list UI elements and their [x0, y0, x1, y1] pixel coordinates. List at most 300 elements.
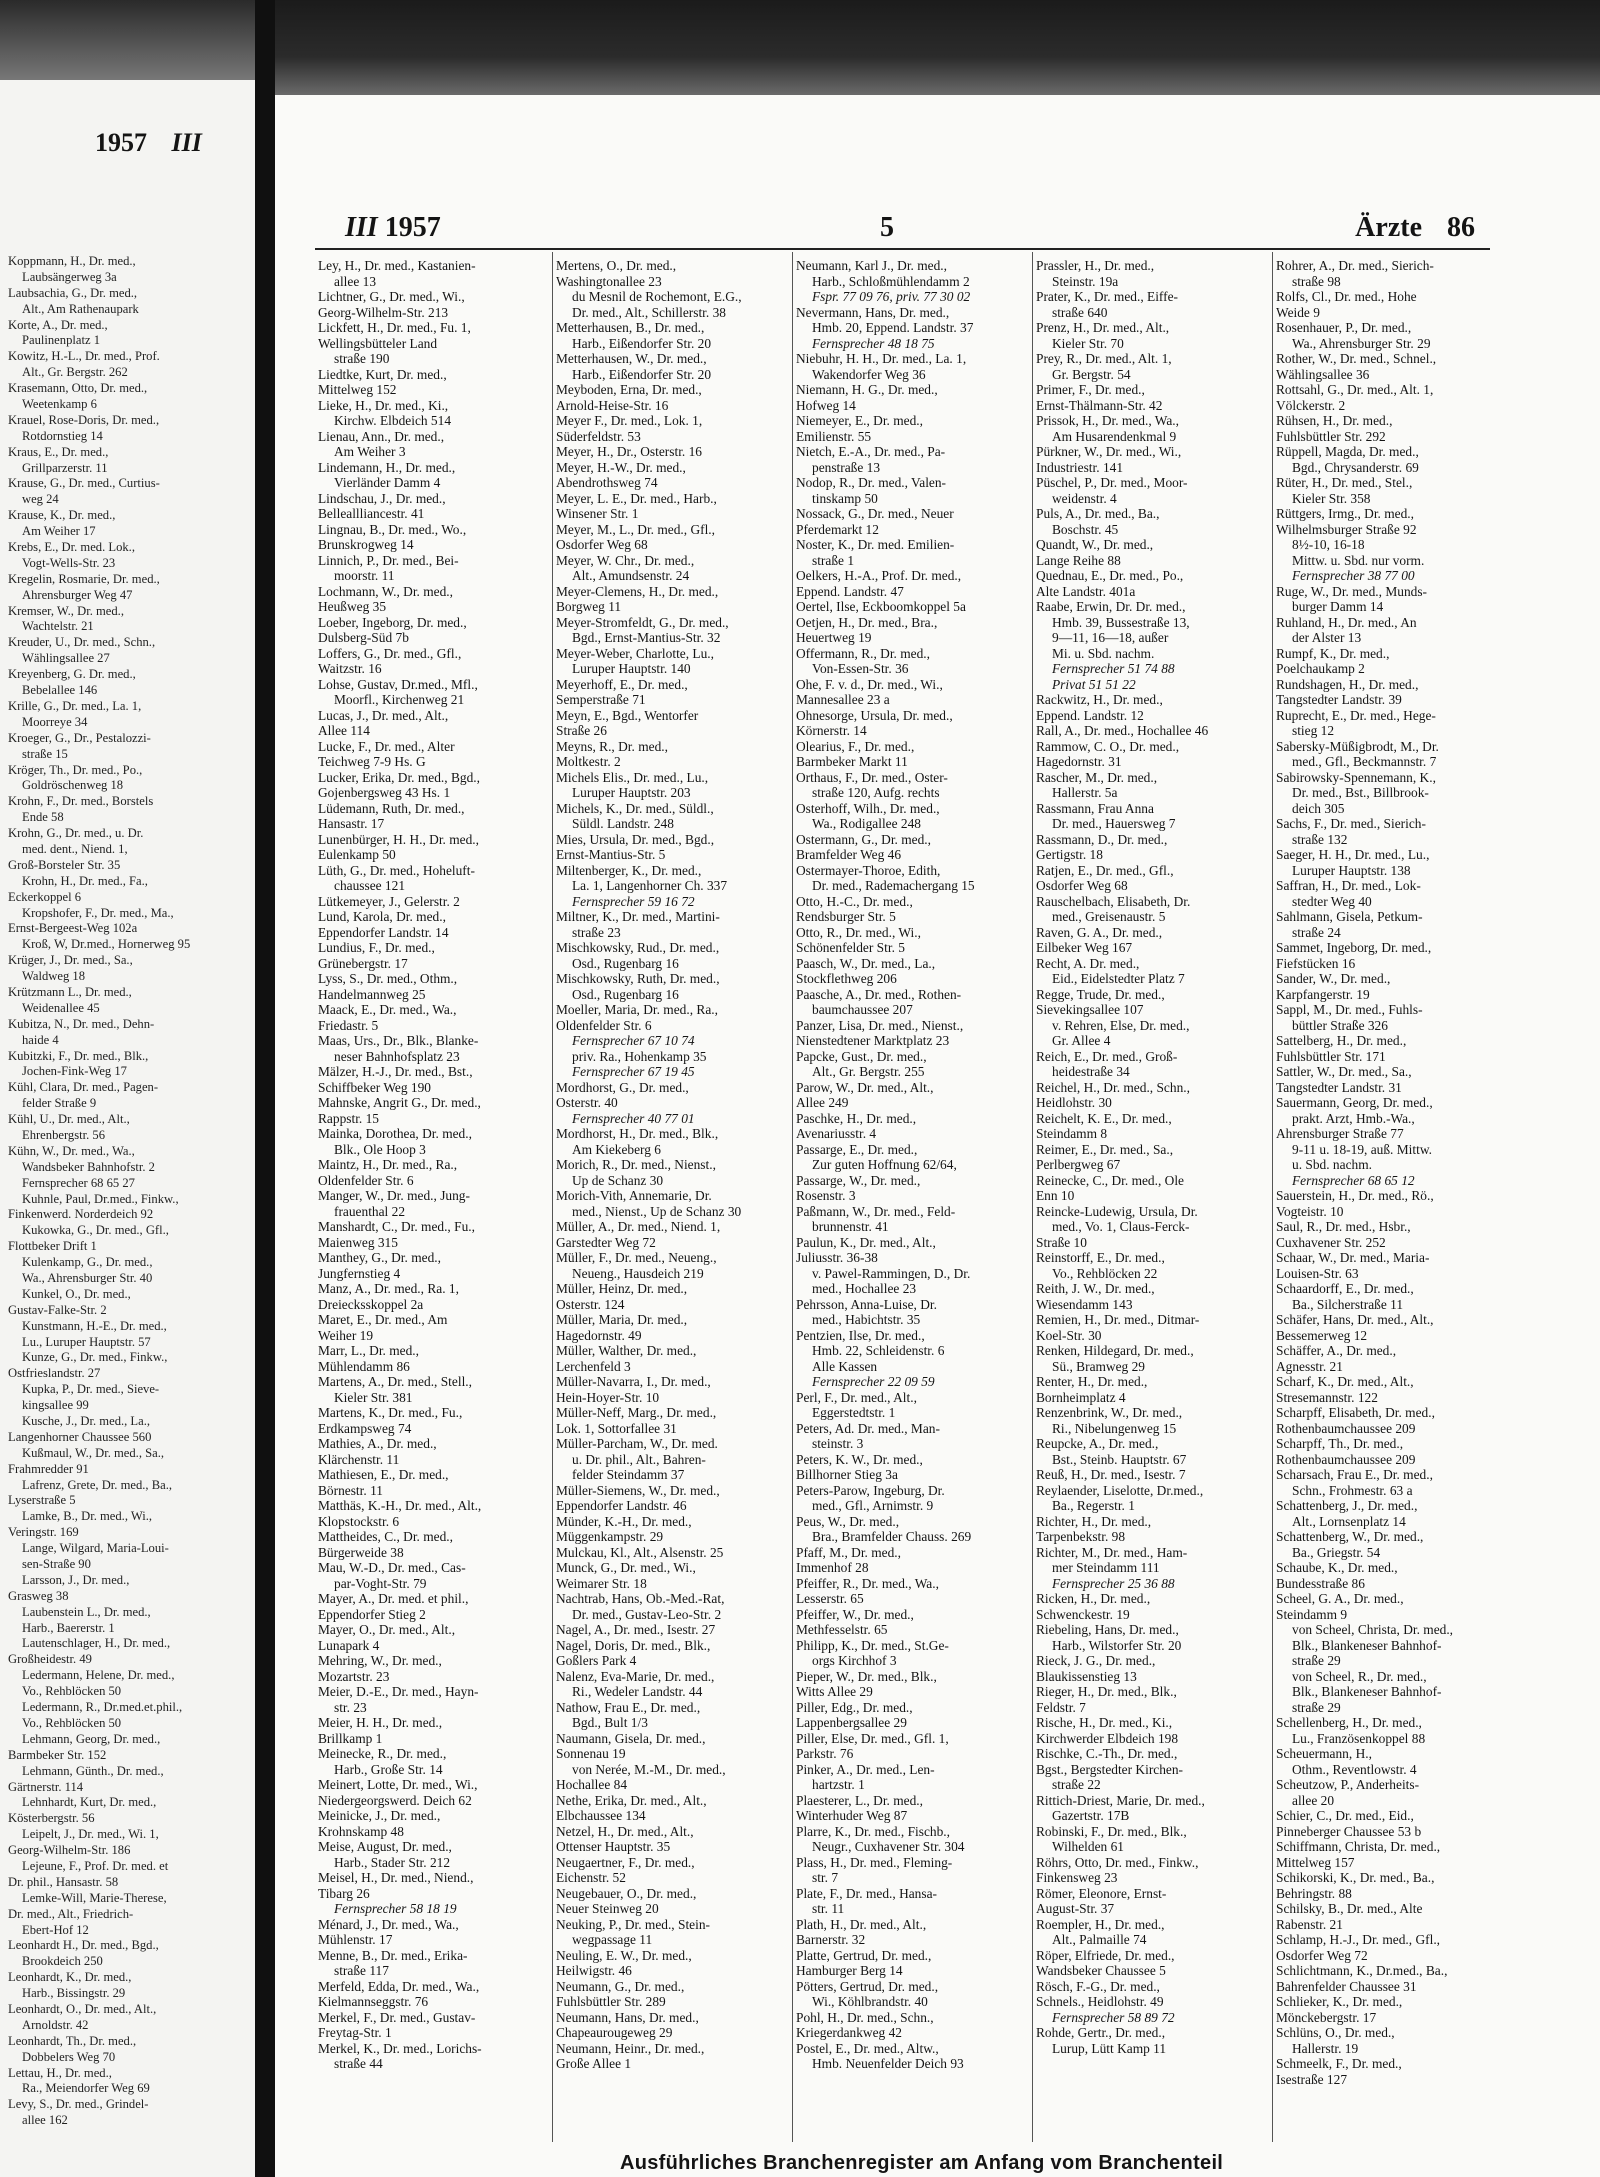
directory-line: Kriegerdankweg 42: [796, 2025, 902, 2040]
right-header-volume: III: [345, 212, 378, 243]
directory-line: Eggerstedtstr. 1: [812, 1405, 896, 1420]
directory-line: Tibarg 26: [318, 1885, 370, 1901]
directory-line: Dr. med., Hauersweg 7: [1052, 816, 1176, 831]
directory-line: Piller, Edg., Dr. med.,: [796, 1699, 913, 1715]
directory-line: Robinski, F., Dr. med., Blk.,: [1036, 1823, 1187, 1839]
directory-line: burger Damm 14: [1292, 599, 1384, 614]
directory-line: Krützmann L., Dr. med.,: [8, 984, 132, 999]
directory-line: Dr. phil., Hansastr. 58: [8, 1874, 119, 1889]
directory-line: Oertel, Ilse, Eckboomkoppel 5a: [796, 599, 966, 614]
directory-line: Pentzien, Ilse, Dr. med.,: [796, 1327, 925, 1343]
directory-line: Perl, F., Dr. med., Alt.,: [796, 1389, 917, 1405]
section-number: 86: [1447, 212, 1475, 243]
directory-line: Netzel, H., Dr. med., Alt.,: [556, 1823, 694, 1839]
directory-line: Großheidestr. 49: [8, 1652, 92, 1667]
directory-line: Niemeyer, E., Dr. med.,: [796, 413, 924, 428]
directory-line: chaussee 121: [334, 878, 406, 893]
directory-line: Mälzer, H.-J., Dr. med., Bst.,: [318, 1064, 473, 1079]
directory-line: Winterhuder Weg 87: [796, 1808, 908, 1823]
directory-line: Mozartstr. 23: [318, 1668, 390, 1684]
directory-line: Müller, F., Dr. med., Neueng.,: [556, 1250, 717, 1265]
column-divider: [552, 252, 553, 2142]
directory-line: Freytag-Str. 1: [318, 2025, 392, 2040]
directory-line: Pohl, H., Dr. med., Schn.,: [796, 2009, 934, 2025]
directory-line: Passarge, W., Dr. med.,: [796, 1172, 921, 1188]
directory-line: Pürkner, W., Dr. med., Wi.,: [1036, 444, 1182, 459]
directory-line: Sattelberg, H., Dr. med.,: [1276, 1033, 1407, 1048]
directory-line: Lickfett, H., Dr. med., Fu. 1,: [318, 320, 471, 335]
directory-line: Fernsprecher 59 16 72: [572, 893, 695, 909]
directory-line: Erdkampsweg 74: [318, 1420, 412, 1436]
directory-line: Körnerstr. 14: [796, 723, 867, 738]
directory-line: Scheel, G. A., Dr. med.,: [1276, 1591, 1404, 1606]
directory-line: Mühlenstr. 17: [318, 1932, 393, 1947]
directory-line: Finkenwerd. Norderdeich 92: [8, 1207, 154, 1222]
directory-line: Schiffmann, Christa, Dr. med.,: [1276, 1839, 1441, 1854]
scan-background-top: [255, 0, 1600, 95]
directory-line: Ba., Griegstr. 54: [1292, 1544, 1381, 1560]
directory-line: Manthey, G., Dr. med.,: [318, 1250, 441, 1265]
directory-line: Meyer, M., L., Dr. med., Gfl.,: [556, 521, 716, 537]
directory-line: Ri., Nibelungenweg 15: [1052, 1420, 1177, 1436]
directory-line: Paßmann, W., Dr. med., Feld-: [796, 1203, 956, 1219]
directory-line: Röhrs, Otto, Dr. med., Finkw.,: [1036, 1854, 1199, 1870]
directory-line: Fernsprecher 67 19 45: [572, 1064, 695, 1079]
directory-line: Korte, A., Dr. med.,: [8, 317, 108, 332]
directory-line: Rüter, H., Dr. med., Stel.,: [1276, 475, 1413, 490]
directory-line: Wa., Ahrensburger Str. 29: [1292, 335, 1431, 351]
directory-line: Waitzstr. 16: [318, 661, 382, 676]
directory-line: Barmbeker Markt 11: [796, 754, 908, 769]
directory-line: Hmb. Neuenfelder Deich 93: [812, 2056, 964, 2071]
directory-line: Laubenstein L., Dr. med.,: [22, 1604, 151, 1619]
directory-line: baumchaussee 207: [812, 1002, 913, 1017]
directory-line: Ohe, F. v. d., Dr. med., Wi.,: [796, 676, 943, 692]
directory-line: Renter, H., Dr. med.,: [1036, 1374, 1148, 1389]
directory-line: Roempler, H., Dr. med.,: [1036, 1916, 1165, 1932]
directory-line: Maret, E., Dr. med., Am: [318, 1312, 448, 1327]
directory-line: Krasemann, Otto, Dr. med.,: [8, 381, 148, 396]
directory-line: Recht, A. Dr. med.,: [1036, 955, 1140, 971]
directory-line: Alt., Palmaille 74: [1052, 1932, 1147, 1947]
directory-line: Hamburger Berg 14: [796, 1963, 903, 1978]
directory-line: Goldröschenweg 18: [22, 778, 124, 793]
directory-line: Ménard, J., Dr. med., Wa.,: [318, 1916, 459, 1932]
directory-line: Kröger, Th., Dr. med., Po.,: [8, 762, 143, 777]
directory-line: Schilsky, B., Dr. med., Alte: [1276, 1901, 1423, 1916]
directory-line: penstraße 13: [812, 459, 881, 475]
directory-line: Wachtelstr. 21: [22, 619, 94, 634]
directory-line: Schlamp, H.-J., Dr. med., Gfl.,: [1276, 1932, 1441, 1947]
directory-line: Müggenkampstr. 29: [556, 1529, 664, 1544]
directory-line: Prater, K., Dr. med., Eiffe-: [1036, 289, 1179, 304]
directory-line: Römer, Eleonore, Ernst-: [1036, 1885, 1167, 1901]
directory-line: Groß-Borsteler Str. 35: [8, 857, 121, 872]
directory-line: Rittich-Driest, Marie, Dr. med.,: [1036, 1792, 1205, 1808]
directory-line: Kulenkamp, G., Dr. med.,: [22, 1255, 153, 1270]
directory-line: Tangstedter Landstr. 39: [1276, 692, 1402, 707]
directory-line: Osdorfer Weg 68: [556, 537, 648, 552]
directory-line: Ruhland, H., Dr. med., An: [1276, 614, 1417, 630]
directory-line: Lesserstr. 65: [796, 1591, 864, 1606]
directory-line: Hochallee 84: [556, 1777, 628, 1792]
directory-line: straße 117: [334, 1963, 389, 1978]
directory-line: Poelchaukamp 2: [1276, 661, 1365, 676]
directory-line: Karpfangerstr. 19: [1276, 986, 1370, 1002]
directory-line: Oetjen, H., Dr. med., Bra.,: [796, 614, 938, 630]
directory-line: Lindschau, J., Dr. med.,: [318, 490, 446, 506]
directory-line: Wiesendamm 143: [1036, 1296, 1133, 1312]
directory-line: Alt., Am Rathenaupark: [22, 301, 139, 316]
directory-line: Kühl, U., Dr. med., Alt.,: [8, 1112, 130, 1127]
directory-line: Schaube, K., Dr. med.,: [1276, 1560, 1398, 1575]
directory-line: Nathow, Frau E., Dr. med.,: [556, 1699, 701, 1715]
directory-line: Weiher 19: [318, 1327, 374, 1343]
directory-line: weg 24: [22, 492, 59, 507]
directory-line: Fernsprecher 25 36 88: [1052, 1575, 1175, 1591]
left-header-volume: III: [171, 128, 202, 157]
directory-line: Scharsach, Frau E., Dr. med.,: [1276, 1467, 1433, 1482]
directory-line: Peters, K. W., Dr. med.,: [796, 1451, 923, 1467]
directory-line: Mühlendamm 86: [318, 1358, 410, 1374]
directory-line: Gertigstr. 18: [1036, 847, 1103, 862]
directory-line: med., Gfl., Arnimstr. 9: [812, 1498, 934, 1513]
directory-line: Rothenbaumchaussee 209: [1276, 1420, 1416, 1436]
directory-line: Privat 51 51 22: [1052, 676, 1136, 692]
directory-line: Kieler Str. 70: [1052, 335, 1124, 351]
directory-line: Stresemannstr. 122: [1276, 1389, 1378, 1405]
directory-line: Manger, W., Dr. med., Jung-: [318, 1188, 470, 1203]
directory-line: Niedergeorgswerd. Deich 62: [318, 1792, 472, 1808]
directory-line: Scheutzow, P., Anderheits-: [1276, 1777, 1420, 1792]
directory-line: Fernsprecher 22 09 59: [812, 1374, 935, 1389]
directory-line: Lingnau, B., Dr. med., Wo.,: [318, 521, 467, 537]
directory-line: Meier, H. H., Dr. med.,: [318, 1715, 443, 1730]
directory-line: Meyer-Stromfeldt, G., Dr. med.,: [556, 614, 729, 630]
directory-line: Rassmann, Frau Anna: [1036, 800, 1154, 816]
directory-line: Immenhof 28: [796, 1560, 869, 1575]
directory-line: Bgd., Ernst-Mantius-Str. 32: [572, 630, 721, 645]
directory-line: Heilwigstr. 46: [556, 1963, 632, 1978]
directory-line: Perlbergweg 67: [1036, 1157, 1121, 1172]
directory-line: Eckerkoppel 6: [8, 889, 82, 904]
directory-line: Plaesterer, L., Dr. med.,: [796, 1792, 924, 1808]
directory-line: Oelkers, H.-A., Prof. Dr. med.,: [796, 568, 962, 583]
directory-line: Mi. u. Sbd. nachm.: [1052, 645, 1155, 661]
directory-line: Krohn, G., Dr. med., u. Dr.: [8, 826, 144, 841]
directory-line: Ostermann, G., Dr. med.,: [796, 831, 931, 847]
directory-line: Klärchenstr. 11: [318, 1451, 400, 1467]
directory-line: Rabenstr. 21: [1276, 1916, 1343, 1932]
directory-line: Fernsprecher 38 77 00: [1292, 568, 1415, 583]
directory-line: Kußmaul, W., Dr. med., Sa.,: [22, 1445, 165, 1460]
directory-line: Maas, Urs., Dr., Blk., Blanke-: [318, 1033, 479, 1048]
directory-line: Hmb. 22, Schleidenstr. 6: [812, 1343, 945, 1358]
directory-line: Meyn, E., Bgd., Wentorfer: [556, 707, 699, 723]
directory-line: Schier, C., Dr. med., Eid.,: [1276, 1808, 1414, 1823]
directory-line: Ruge, W., Dr. med., Munds-: [1276, 583, 1428, 599]
directory-line: Krause, K., Dr. med.,: [8, 508, 116, 523]
directory-line: Süldl. Landstr. 248: [572, 816, 674, 831]
directory-line: Neugr., Cuxhavener Str. 304: [812, 1839, 965, 1854]
directory-line: Liedtke, Kurt, Dr. med.,: [318, 366, 447, 382]
directory-line: Weidenallee 45: [22, 1000, 100, 1015]
directory-line: Peters-Parow, Ingeburg, Dr.: [796, 1482, 945, 1498]
directory-line: deich 305: [1292, 800, 1345, 816]
directory-line: Arnold-Heise-Str. 16: [556, 397, 669, 413]
directory-line: Müller-Neff, Marg., Dr. med.,: [556, 1405, 717, 1420]
directory-line: Vogteistr. 10: [1276, 1203, 1344, 1219]
directory-line: Neueng., Hausdeich 219: [572, 1265, 704, 1281]
directory-line: Mau, W.-D., Dr. med., Cas-: [318, 1560, 466, 1575]
directory-line: Mathiesen, E., Dr. med.,: [318, 1467, 449, 1482]
directory-line: Lange, Wilgard, Maria-Loui-: [22, 1541, 169, 1556]
directory-line: Otto, R., Dr. med., Wi.,: [796, 924, 921, 940]
directory-line: med., Gfl., Beckmannstr. 7: [1292, 754, 1437, 769]
directory-line: Enn 10: [1036, 1188, 1075, 1203]
directory-line: Manshardt, C., Dr. med., Fu.,: [318, 1219, 475, 1234]
directory-line: Reimer, E., Dr. med., Sa.,: [1036, 1141, 1174, 1157]
directory-line: Neumann, G., Dr. med.,: [556, 1978, 685, 1994]
directory-line: Weide 9: [1276, 304, 1320, 320]
directory-line: Lehmann, Günth., Dr. med.,: [22, 1763, 164, 1778]
directory-line: Schlüns, O., Dr. med.,: [1276, 2025, 1395, 2040]
directory-line: Abendrothsweg 74: [556, 475, 658, 490]
directory-line: Reincke-Ludewig, Ursula, Dr.: [1036, 1203, 1198, 1219]
directory-line: Garstedter Weg 72: [556, 1234, 656, 1250]
directory-line: Lundius, F., Dr. med.,: [318, 940, 435, 955]
directory-line: Ledermann, R., Dr.med.et.phil.,: [22, 1700, 183, 1715]
directory-line: Raabe, Erwin, Dr. Dr. med.,: [1036, 599, 1186, 614]
directory-line: Flottbeker Drift 1: [8, 1239, 97, 1254]
directory-line: Dr. med., Gustav-Leo-Str. 2: [572, 1606, 722, 1622]
directory-line: Rohde, Gertr., Dr. med.,: [1036, 2025, 1166, 2040]
directory-line: Fuhlsbüttler Str. 171: [1276, 1048, 1386, 1064]
directory-line: straße 120, Aufg. rechts: [812, 785, 940, 800]
directory-line: wegpassage 11: [572, 1932, 653, 1947]
directory-line: straße 640: [1052, 304, 1108, 320]
directory-line: Meyer, W. Chr., Dr. med.,: [556, 552, 695, 568]
directory-line: Krohn, H., Dr. med., Fa.,: [22, 873, 148, 888]
directory-line: allee 13: [334, 273, 377, 289]
directory-line: Grillparzerstr. 11: [22, 460, 108, 475]
directory-line: Rassmann, D., Dr. med.,: [1036, 831, 1168, 847]
directory-line: Osdorfer Weg 72: [1276, 1947, 1368, 1963]
directory-line: Nalenz, Eva-Marie, Dr. med.,: [556, 1668, 715, 1684]
directory-line: Tangstedter Landstr. 31: [1276, 1079, 1402, 1095]
directory-line: allee 162: [22, 2113, 68, 2128]
directory-line: Parow, W., Dr. med., Alt.,: [796, 1079, 934, 1095]
directory-line: Quednau, E., Dr. med., Po.,: [1036, 568, 1184, 583]
directory-line: Sahlmann, Gisela, Petkum-: [1276, 909, 1423, 924]
directory-line: Eppendorfer Landstr. 46: [556, 1498, 687, 1513]
directory-line: Sü., Bramweg 29: [1052, 1358, 1145, 1374]
directory-line: Steinstr. 19a: [1052, 273, 1119, 289]
directory-line: Rühsen, H., Dr. med.,: [1276, 413, 1393, 428]
directory-line: Kieler Str. 358: [1292, 490, 1371, 506]
directory-line: Plass, H., Dr. med., Fleming-: [796, 1854, 953, 1870]
directory-line: Mischkowsky, Rud., Dr. med.,: [556, 940, 720, 955]
directory-line: Fernsprecher 68 65 12: [1292, 1172, 1415, 1188]
directory-line: allee 20: [1292, 1792, 1335, 1808]
page-number: 5: [880, 212, 894, 243]
directory-line: steinstr. 3: [812, 1436, 864, 1451]
directory-line: Jochen-Fink-Weg 17: [22, 1064, 127, 1079]
directory-line: Mies, Ursula, Dr. med., Bgd.,: [556, 831, 715, 847]
directory-line: med., Habichtstr. 35: [812, 1312, 921, 1327]
directory-line: Paschke, H., Dr. med.,: [796, 1110, 917, 1126]
directory-line: Meinecke, R., Dr. med.,: [318, 1746, 447, 1761]
directory-line: 9-11 u. 18-19, auß. Mittw.: [1292, 1141, 1432, 1157]
directory-line: Rüppell, Magda, Dr. med.,: [1276, 444, 1419, 459]
directory-line: Eid., Eidelstedter Platz 7: [1052, 971, 1185, 986]
footer-note: Ausführliches Branchenregister am Anfang vom Branchenteil: [620, 2152, 1224, 2174]
directory-line: Hallerstr. 19: [1292, 2040, 1359, 2056]
directory-line: Am Weiher 17: [22, 524, 96, 539]
directory-line: felder Straße 9: [22, 1096, 97, 1111]
directory-line: Rischke, C.-Th., Dr. med.,: [1036, 1746, 1178, 1761]
directory-line: kingsallee 99: [22, 1398, 89, 1413]
directory-line: Nethe, Erika, Dr. med., Alt.,: [556, 1792, 707, 1808]
right-header-volume-year: [345, 212, 441, 244]
directory-line: Ba., Silcherstraße 11: [1292, 1296, 1404, 1312]
directory-line: Morich, R., Dr. med., Nienst.,: [556, 1157, 716, 1172]
directory-line: Weetenkamp 6: [22, 397, 97, 412]
directory-line: brunnenstr. 41: [812, 1219, 889, 1234]
directory-line: Neuling, E. W., Dr. med.,: [556, 1947, 692, 1963]
directory-line: Rüttgers, Irmg., Dr. med.,: [1276, 506, 1414, 521]
directory-line: Ledermann, Helene, Dr. med.,: [22, 1668, 175, 1683]
directory-line: Reylaender, Liselotte, Dr.med.,: [1036, 1482, 1204, 1498]
directory-line: Lund, Karola, Dr. med.,: [318, 909, 446, 924]
directory-line: Hallerstr. 5a: [1052, 785, 1118, 800]
directory-line: Schellenberg, H., Dr. med.,: [1276, 1715, 1422, 1730]
directory-line: Matthäs, K.-H., Dr. med., Alt.,: [318, 1498, 482, 1513]
directory-line: Pinker, A., Dr. med., Len-: [796, 1761, 935, 1777]
directory-line: Lyserstraße 5: [8, 1493, 76, 1508]
directory-line: Alte Landstr. 401a: [1036, 583, 1136, 599]
right-page-header: [345, 212, 1475, 242]
directory-line: Lochmann, W., Dr. med.,: [318, 583, 454, 599]
directory-line: Pötters, Gertrud, Dr. med.,: [796, 1978, 939, 1994]
directory-line: u. Dr. phil., Alt., Bahren-: [572, 1451, 706, 1467]
directory-line: Finkensweg 23: [1036, 1870, 1118, 1885]
directory-line: Mischkowsky, Ruth, Dr. med.,: [556, 971, 720, 986]
directory-line: Allee 114: [318, 723, 370, 738]
directory-line: straße 23: [572, 924, 621, 940]
column-divider: [1032, 252, 1033, 2142]
directory-line: Wa., Ahrensburger Str. 40: [22, 1271, 153, 1285]
directory-line: Straße 26: [556, 723, 607, 738]
directory-line: Fernsprecher 67 10 74: [572, 1033, 695, 1048]
directory-line: Wählingsallee 36: [1276, 366, 1370, 382]
directory-line: Georg-Wilhelm-Str. 186: [8, 1843, 131, 1858]
right-header-year: 1957: [384, 212, 441, 243]
directory-line: Alt., Lornsenplatz 14: [1292, 1513, 1406, 1529]
directory-line: Mayer, O., Dr. med., Alt.,: [318, 1622, 456, 1637]
directory-line: Richter, M., Dr. med., Ham-: [1036, 1544, 1188, 1560]
directory-line: Wi., Köhlbrandstr. 40: [812, 1994, 928, 2009]
directory-line: Schikorski, K., Dr. med., Ba.,: [1276, 1870, 1435, 1885]
directory-line: Michels, K., Dr. med., Süldl.,: [556, 800, 714, 816]
directory-line: Vo., Rehblöcken 50: [22, 1684, 122, 1699]
directory-line: Kusche, J., Dr. med., La.,: [22, 1414, 151, 1429]
directory-line: Tarpenbekstr. 98: [1036, 1529, 1126, 1544]
directory-line: Rotdornstieg 14: [22, 428, 103, 443]
directory-line: Lehnhardt, Kurt, Dr. med.,: [22, 1795, 157, 1810]
directory-line: Vierländer Damm 4: [334, 475, 441, 490]
directory-line: Martens, A., Dr. med., Stell.,: [318, 1374, 472, 1389]
directory-line: Brunskrogweg 14: [318, 537, 414, 552]
directory-line: Mönckebergstr. 17: [1276, 2009, 1377, 2025]
directory-line: Meyer-Weber, Charlotte, Lu.,: [556, 645, 714, 661]
directory-line: Veringstr. 169: [8, 1525, 79, 1540]
directory-line: Nienstedtener Marktplatz 23: [796, 1033, 950, 1048]
directory-line: Koppmann, H., Dr. med.,: [8, 254, 136, 268]
directory-line: Pfeiffer, W., Dr. med.,: [796, 1606, 914, 1622]
directory-line: Kupka, P., Dr. med., Sieve-: [22, 1382, 160, 1397]
directory-line: Naumann, Gisela, Dr. med.,: [556, 1730, 706, 1746]
directory-line: Krille, G., Dr. med., La. 1,: [8, 698, 142, 713]
directory-line: Saffran, H., Dr. med., Lok-: [1276, 878, 1421, 893]
directory-line: Völckerstr. 2: [1276, 397, 1346, 413]
directory-line: Primer, F., Dr. med.,: [1036, 382, 1145, 397]
directory-line: Am Husarendenkmal 9: [1052, 428, 1177, 444]
directory-line: Leonhardt, O., Dr. med., Alt.,: [8, 2001, 157, 2016]
directory-line: Mannesallee 23 a: [796, 692, 890, 707]
directory-line: med., Nienst., Up de Schanz 30: [572, 1203, 742, 1219]
directory-line: Weimarer Str. 18: [556, 1575, 647, 1591]
directory-line: Schattenberg, J., Dr. med.,: [1276, 1498, 1418, 1513]
directory-line: Steindamm 9: [1276, 1606, 1348, 1622]
directory-line: Eppend. Landstr. 12: [1036, 707, 1144, 723]
directory-line: Wa., Rodigallee 248: [812, 816, 921, 831]
directory-line: Müller-Siemens, W., Dr. med.,: [556, 1482, 720, 1498]
directory-line: Sabersky-Müßigbrodt, M., Dr.: [1276, 738, 1439, 754]
directory-line: Luruper Hauptstr. 203: [572, 785, 691, 800]
directory-line: Kirchwerder Elbdeich 198: [1036, 1730, 1179, 1746]
directory-line: Remien, H., Dr. med., Ditmar-: [1036, 1312, 1200, 1327]
directory-line: Lunapark 4: [318, 1637, 380, 1653]
directory-line: Rall, A., Dr. med., Hochallee 46: [1036, 723, 1209, 738]
directory-line: 8½-10, 16-18: [1292, 537, 1365, 552]
directory-line: Bgd., Bult 1/3: [572, 1715, 648, 1730]
directory-line: Lienau, Ann., Dr. med.,: [318, 428, 445, 444]
directory-line: Fernsprecher 40 77 01: [572, 1110, 695, 1126]
directory-line: Grasweg 38: [8, 1588, 69, 1603]
directory-line: Mehring, W., Dr. med.,: [318, 1653, 442, 1668]
directory-line: Gr. Allee 4: [1052, 1033, 1111, 1048]
directory-line: Paulun, K., Dr. med., Alt.,: [796, 1234, 936, 1250]
directory-line: Olearius, F., Dr. med.,: [796, 738, 915, 754]
directory-line: Barmbeker Str. 152: [8, 1747, 107, 1762]
directory-line: Krebs, E., Dr. med. Lok.,: [8, 540, 135, 555]
section-title: Ärzte: [1355, 212, 1422, 243]
directory-line: weidenstr. 4: [1052, 490, 1117, 506]
directory-line: Hagedornstr. 31: [1036, 754, 1122, 769]
directory-line: Maack, E., Dr. med., Wa.,: [318, 1002, 457, 1017]
directory-line: Kroß, W, Dr.med., Hornerweg 95: [22, 937, 191, 952]
directory-line: Lerchenfeld 3: [556, 1358, 631, 1374]
directory-line: Ende 58: [22, 810, 64, 825]
directory-line: Ebert-Hof 12: [22, 1922, 89, 1937]
directory-line: Steindamm 8: [1036, 1126, 1108, 1141]
directory-line: Kirchw. Elbdeich 514: [334, 413, 452, 428]
directory-line: Straße 10: [1036, 1234, 1087, 1250]
directory-line: Lautenschlager, H., Dr. med.,: [22, 1636, 171, 1651]
directory-line: Klopstockstr. 6: [318, 1513, 400, 1529]
directory-line: Friedastr. 5: [318, 1017, 379, 1033]
